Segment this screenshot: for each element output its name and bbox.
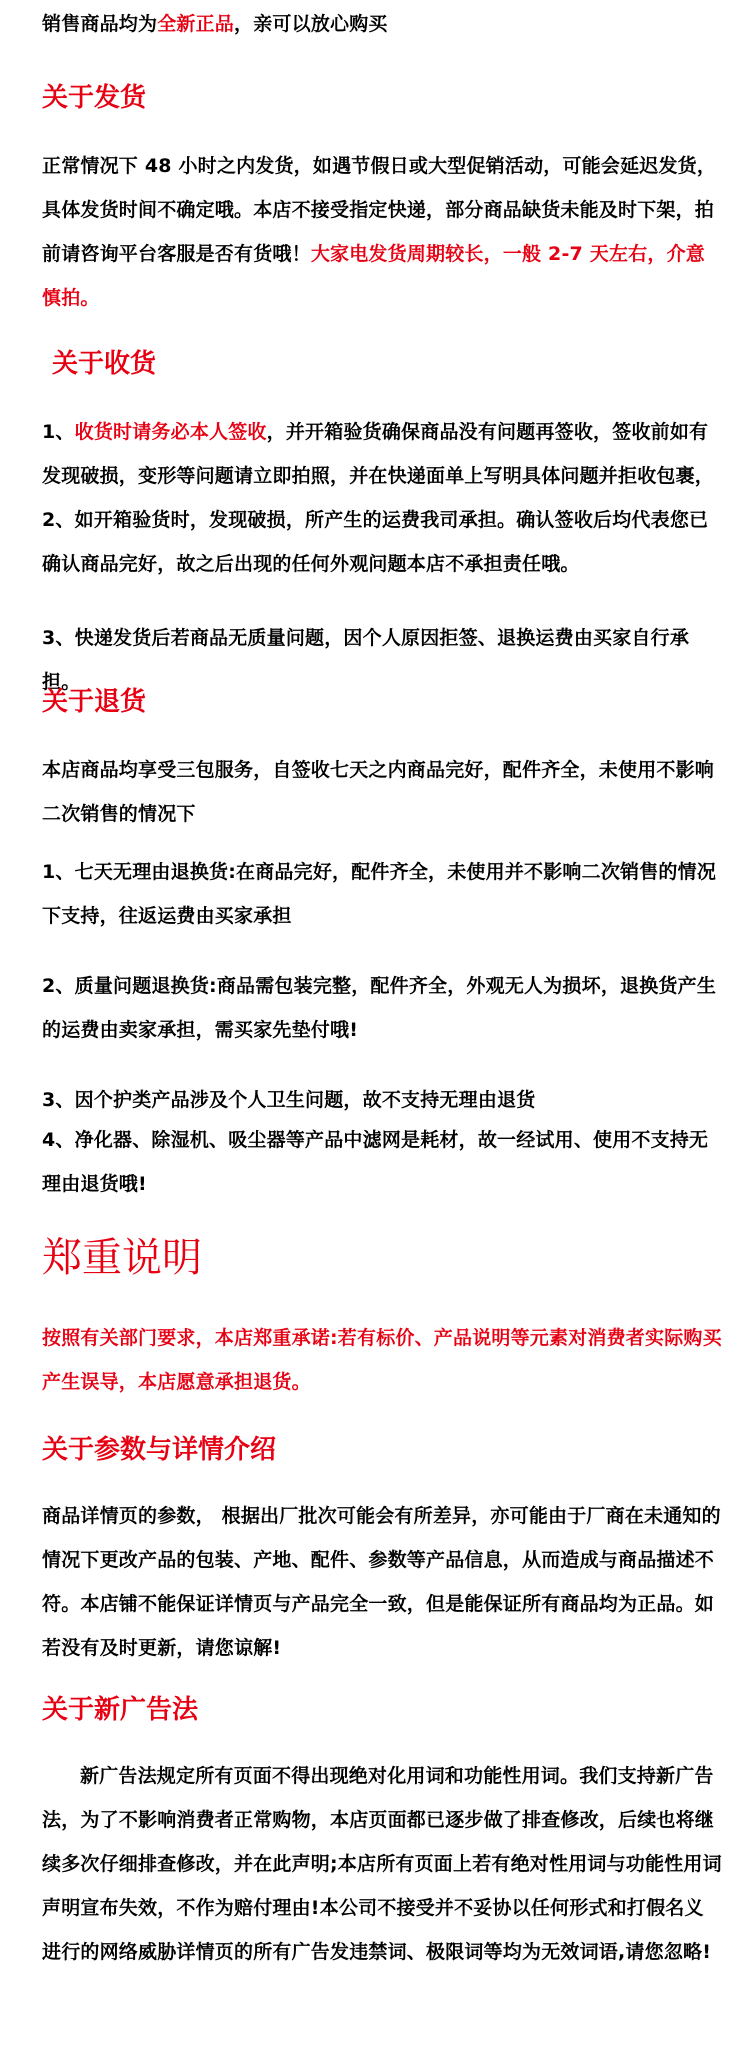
ad-law-heading: 关于新广告法 xyxy=(42,1695,199,1725)
returns-item-1: 1、七天无理由退换货:在商品完好，配件齐全，未使用并不影响二次销售的情况下支持，往返运费由买家承担 xyxy=(42,861,717,927)
returns-intro: 本店商品均享受三包服务，自签收七天之内商品完好，配件齐全，未使用不影响二次销售的情况下 xyxy=(42,759,715,825)
shipping-heading: 关于发货 xyxy=(42,83,147,113)
receiving-item-2: 2、如开箱验货时，发现破损，所产生的运费我司承担。确认签收后均代表您已确认商品完好，故之后出现的任何外观问题本店不承担责任哦。 xyxy=(42,509,709,575)
statement-paragraph: 按照有关部门要求，本店郑重承诺:若有标价、产品说明等元素对消费者实际购买产生误导，本店愿意承担退货。 xyxy=(42,1327,722,1393)
returns-item-2: 2、质量问题退换货:商品需包装完整，配件齐全，外观无人为损坏，退换货产生的运费由卖家承担，需买家先垫付哦! xyxy=(42,975,717,1041)
ad-law-paragraph: 新广告法规定所有页面不得出现绝对化用词和功能性用词。我们支持新广告法，为了不影响消费者正常购物，本店页面都已逐步做了排查修改，后续也将继续多次仔细排查修改，并在此声明;本店所有页面上若有绝对性用词与功能性用词声明宣布失效，不作为赔付理由!本公司不接受并不妥协以任何形式和打假名义进行的网络威胁详情页的所有广告发违禁词、极限词等均为无效词语,请您忽略! xyxy=(42,1765,722,1963)
returns-item-3: 3、因个护类产品涉及个人卫生问题，故不支持无理由退货 xyxy=(42,1089,536,1111)
details-paragraph: 商品详情页的参数， 根据出厂批次可能会有所差异，亦可能由于厂商在未通知的情况下更改产品的包装、产地、配件、参数等产品信息，从而造成与商品描述不符。本店铺不能保证详情页与产品完全一致，但是能保证所有商品均为正品。如若没有及时更新，请您谅解! xyxy=(42,1505,721,1659)
returns-item-4: 4、净化器、除湿机、吸尘器等产品中滤网是耗材，故一经试用、使用不支持无理由退货哦! xyxy=(42,1129,709,1195)
shipping-paragraph: 正常情况下 48 小时之内发货，如遇节假日或大型促销活动，可能会延迟发货，具体发货时间不确定哦。本店不接受指定快递，部分商品缺货未能及时下架，拍前请咨询平台客服是否有货哦！大家电发货周期较长，一般 2-7 天左右，介意慎拍。 xyxy=(42,155,717,309)
receiving-item-1: 1、收货时请务必本人签收，并开箱验货确保商品没有问题再签收，签收前如有发现破损，变形等问题请立即拍照，并在快递面单上写明具体问题并拒收包裹， xyxy=(42,421,715,487)
details-heading: 关于参数与详情介绍 xyxy=(42,1435,277,1465)
receiving-item-3: 3、快递发货后若商品无质量问题，因个人原因拒签、退换运费由买家自行承担。 xyxy=(42,627,690,693)
receiving-heading: 关于收货 xyxy=(52,349,157,379)
intro-line: 销售商品均为全新正品，亲可以放心购买 xyxy=(42,13,388,35)
returns-heading: 关于退货 xyxy=(42,687,147,717)
statement-heading: 郑重说明 xyxy=(42,1235,202,1281)
